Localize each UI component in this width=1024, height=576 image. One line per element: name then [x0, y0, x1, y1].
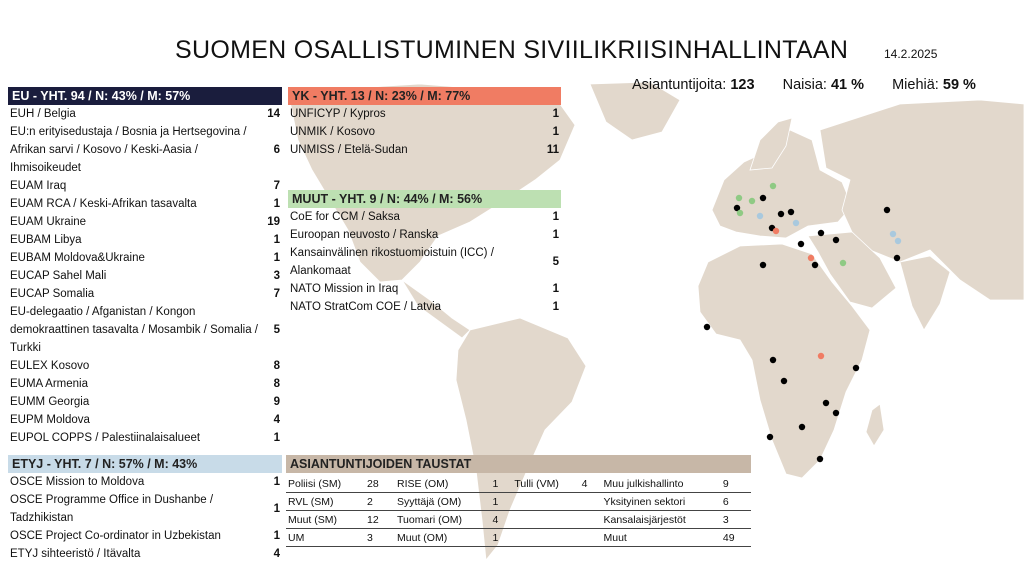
backgrounds-header: ASIANTUNTIJOIDEN TAUSTAT [286, 455, 751, 473]
men-label: Miehiä: [892, 77, 939, 93]
mission-name: EUCAP Somalia [10, 288, 95, 300]
mission-count: 9 [273, 396, 280, 408]
mission-count: 1 [552, 229, 559, 241]
etyj-header: ETYJ - YHT. 7 / N: 57% / M: 43% [8, 455, 282, 473]
mission-count: 1 [273, 432, 280, 444]
background-count: 4 [490, 511, 512, 529]
map-marker-eu [770, 357, 776, 363]
mission-row [8, 249, 282, 267]
summary-stats [632, 77, 976, 93]
mission-name: EUCAP Sahel Mali [10, 270, 107, 282]
background-row [286, 511, 751, 529]
map-marker-eu [818, 230, 824, 236]
map-marker-eu [823, 400, 829, 406]
page-title: SUOMEN OSALLISTUMINEN SIVIILIKRIISINHALLINTAAN [175, 36, 849, 64]
mission-row [8, 123, 282, 177]
mission-row [288, 105, 561, 123]
map-marker-etyj [895, 238, 901, 244]
etyj-list [8, 473, 282, 563]
muut-list [288, 208, 561, 316]
background-count: 1 [490, 493, 512, 511]
mission-name: EU:n erityisedustaja / Bosnia ja Hertsegovina / Afrikan sarvi / Kosovo / Keski-Aasia / Ihmisoikeudet [10, 126, 247, 174]
backgrounds-table [286, 475, 751, 547]
mission-name: OSCE Programme Office in Dushanbe / Tadzhikistan [10, 494, 214, 524]
mission-name: EUPOL COPPS / Palestiinalaisalueet [10, 432, 201, 444]
map-marker-eu [812, 262, 818, 268]
background-name: Poliisi (SM) [286, 475, 365, 493]
mission-row [288, 226, 561, 244]
map-marker-yk [808, 255, 814, 261]
mission-row [8, 177, 282, 195]
map-marker-eu [760, 195, 766, 201]
background-count: 12 [365, 511, 395, 529]
date-label: 14.2.2025 [884, 47, 938, 61]
mission-count: 1 [552, 283, 559, 295]
mission-row [8, 545, 282, 563]
map-marker-etyj [757, 213, 763, 219]
mission-row [8, 375, 282, 393]
background-count: 4 [580, 475, 602, 493]
mission-name: EULEX Kosovo [10, 360, 90, 372]
background-name: Yksityinen sektori [601, 493, 720, 511]
mission-row [8, 105, 282, 123]
background-count: 6 [721, 493, 751, 511]
muut-header: MUUT - YHT. 9 / N: 44% / M: 56% [288, 190, 561, 208]
mission-row [8, 527, 282, 545]
map-marker-eu [817, 456, 823, 462]
mission-name: ETYJ sihteeristö / Itävalta [10, 548, 141, 560]
etyj-panel [8, 455, 282, 563]
mission-name: EUBAM Libya [10, 234, 82, 246]
background-count [580, 511, 602, 529]
muut-panel [288, 190, 561, 316]
mission-row [288, 244, 561, 280]
eu-header: EU - YHT. 94 / N: 43% / M: 57% [8, 87, 282, 105]
map-india [900, 256, 950, 330]
mission-row [8, 231, 282, 249]
mission-count: 5 [552, 256, 559, 268]
background-row [286, 529, 751, 547]
map-marker-eu [833, 237, 839, 243]
men-value: 59 % [942, 77, 976, 93]
mission-count: 1 [273, 198, 280, 210]
background-count: 2 [365, 493, 395, 511]
map-marker-muut [749, 198, 755, 204]
mission-name: EUMM Georgia [10, 396, 90, 408]
mission-row [288, 123, 561, 141]
mission-row [8, 429, 282, 447]
background-count: 28 [365, 475, 395, 493]
mission-count: 8 [273, 378, 280, 390]
mission-count: 7 [273, 180, 280, 192]
mission-count: 1 [273, 476, 280, 488]
mission-name: EU-delegaatio / Afganistan / Kongon demokraattinen tasavalta / Mosambik / Somalia / Turkki [10, 306, 259, 354]
map-marker-yk [818, 353, 824, 359]
mission-name: Kansainvälinen rikostuomioistuin (ICC) / Alankomaat [290, 247, 494, 277]
mission-name: OSCE Project Co-ordinator in Uzbekistan [10, 530, 221, 542]
mission-row [288, 141, 561, 159]
background-name [512, 529, 579, 547]
mission-count: 7 [273, 288, 280, 300]
mission-count: 1 [273, 234, 280, 246]
background-name: UM [286, 529, 365, 547]
background-name: Muu julkishallinto [601, 475, 720, 493]
map-marker-eu [853, 365, 859, 371]
mission-row [8, 473, 282, 491]
background-name: Muut (OM) [395, 529, 490, 547]
background-count: 3 [721, 511, 751, 529]
map-marker-muut [737, 210, 743, 216]
mission-name: EUAM Iraq [10, 180, 67, 192]
background-name: Syyttäjä (OM) [395, 493, 490, 511]
background-count: 9 [721, 475, 751, 493]
map-marker-eu [788, 209, 794, 215]
mission-count: 19 [267, 216, 280, 228]
mission-count: 1 [273, 252, 280, 264]
mission-name: EUAM Ukraine [10, 216, 87, 228]
mission-row [8, 393, 282, 411]
background-count: 49 [721, 529, 751, 547]
mission-count: 1 [273, 503, 280, 515]
women-label: Naisia: [782, 77, 827, 93]
mission-count: 5 [273, 324, 280, 336]
mission-name: EUBAM Moldova&Ukraine [10, 252, 145, 264]
mission-count: 11 [546, 144, 559, 156]
mission-count: 1 [552, 301, 559, 313]
background-row [286, 475, 751, 493]
mission-name: Euroopan neuvosto / Ranska [290, 229, 439, 241]
experts-value: 123 [730, 77, 755, 93]
map-marker-eu [798, 241, 804, 247]
map-marker-muut [736, 195, 742, 201]
mission-name: UNFICYP / Kypros [290, 108, 386, 120]
map-marker-muut [840, 260, 846, 266]
mission-count: 1 [552, 126, 559, 138]
background-count: 1 [490, 529, 512, 547]
map-marker-eu [833, 410, 839, 416]
mission-count: 4 [273, 414, 280, 426]
mission-count: 1 [273, 530, 280, 542]
yk-panel [288, 87, 561, 159]
mission-count: 14 [267, 108, 280, 120]
mission-count: 3 [273, 270, 280, 282]
mission-row [288, 298, 561, 316]
mission-count: 1 [552, 108, 559, 120]
mission-name: UNMIK / Kosovo [290, 126, 375, 138]
mission-row [8, 267, 282, 285]
yk-header: YK - YHT. 13 / N: 23% / M: 77% [288, 87, 561, 105]
mission-count: 1 [552, 211, 559, 223]
mission-row [8, 285, 282, 303]
map-marker-eu [778, 211, 784, 217]
map-marker-etyj [793, 220, 799, 226]
map-marker-yk [773, 228, 779, 234]
eu-panel [8, 87, 282, 447]
mission-name: UNMISS / Etelä-Sudan [290, 144, 408, 156]
mission-row [288, 208, 561, 226]
map-marker-eu [894, 255, 900, 261]
background-count: 1 [490, 475, 512, 493]
mission-row [288, 280, 561, 298]
background-name: RISE (OM) [395, 475, 490, 493]
map-madagascar [866, 404, 884, 446]
mission-row [8, 213, 282, 231]
map-marker-etyj [890, 231, 896, 237]
mission-name: EUH / Belgia [10, 108, 76, 120]
mission-name: NATO Mission in Iraq [290, 283, 399, 295]
mission-name: EUAM RCA / Keski-Afrikan tasavalta [10, 198, 197, 210]
background-name: Tuomari (OM) [395, 511, 490, 529]
background-count [580, 529, 602, 547]
background-name [512, 511, 579, 529]
eu-list [8, 105, 282, 447]
mission-row [8, 303, 282, 357]
map-marker-eu [760, 262, 766, 268]
backgrounds-panel [286, 455, 751, 547]
background-name: Muut (SM) [286, 511, 365, 529]
mission-row [8, 195, 282, 213]
map-marker-eu [781, 378, 787, 384]
map-marker-eu [884, 207, 890, 213]
mission-name: OSCE Mission to Moldova [10, 476, 145, 488]
yk-list [288, 105, 561, 159]
mission-row [8, 491, 282, 527]
mission-name: NATO StratCom COE / Latvia [290, 301, 442, 313]
mission-name: EUPM Moldova [10, 414, 90, 426]
mission-count: 4 [273, 548, 280, 560]
mission-name: CoE for CCM / Saksa [290, 211, 400, 223]
background-name [512, 493, 579, 511]
background-name: Muut [601, 529, 720, 547]
mission-count: 8 [273, 360, 280, 372]
background-count [580, 493, 602, 511]
mission-row [8, 357, 282, 375]
background-count: 3 [365, 529, 395, 547]
mission-count: 6 [273, 144, 280, 156]
experts-label: Asiantuntijoita: [632, 77, 727, 93]
map-marker-eu [799, 424, 805, 430]
women-value: 41 % [830, 77, 865, 93]
map-marker-eu [767, 434, 773, 440]
background-name: Kansalaisjärjestöt [601, 511, 720, 529]
background-name: Tulli (VM) [512, 475, 579, 493]
mission-row [8, 411, 282, 429]
map-marker-eu [704, 324, 710, 330]
mission-name: EUMA Armenia [10, 378, 88, 390]
map-marker-muut [770, 183, 776, 189]
background-name: RVL (SM) [286, 493, 365, 511]
background-row [286, 493, 751, 511]
